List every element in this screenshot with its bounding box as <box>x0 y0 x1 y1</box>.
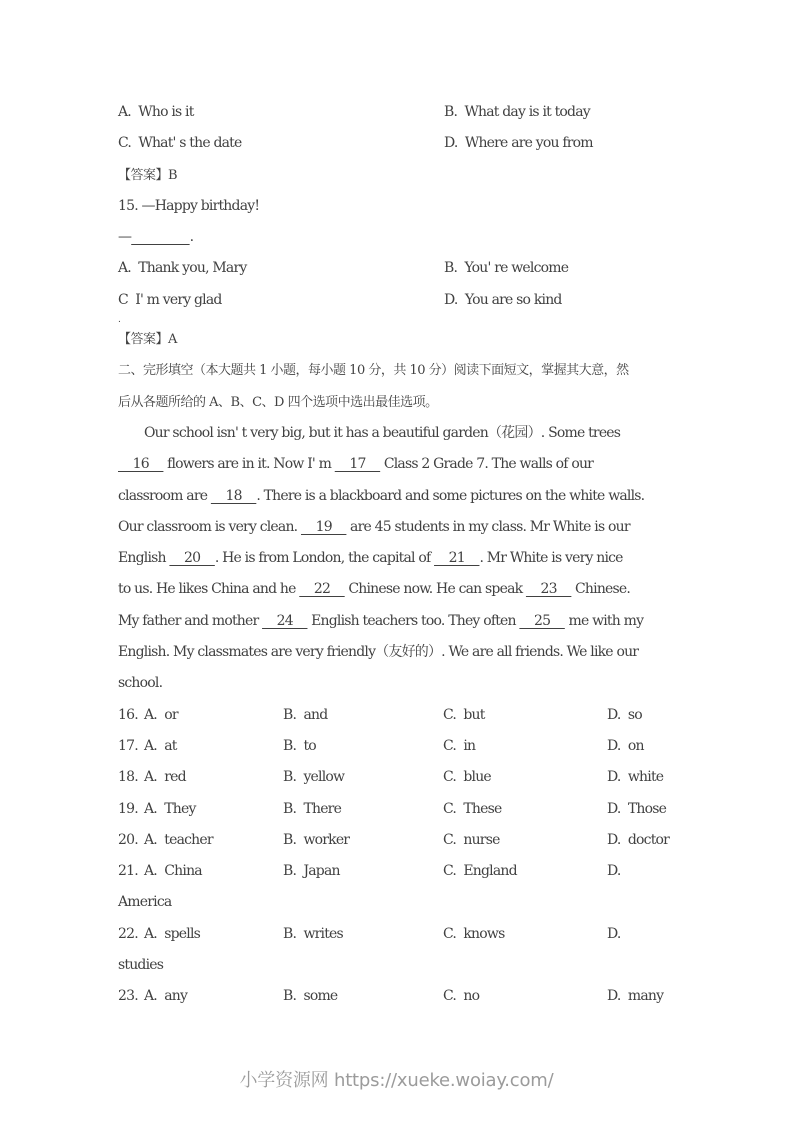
answer-blank <box>131 229 189 245</box>
option-c: C. but <box>443 706 485 723</box>
q15-option-a: A. Thank you, Mary <box>118 260 247 277</box>
cloze-option-row-21-overflow: America <box>118 894 172 911</box>
option-c: C. nurse <box>443 831 500 848</box>
cloze-blank: 22 <box>299 581 345 598</box>
q15-options-row-1 <box>118 253 793 284</box>
question-number: 16. <box>118 706 138 723</box>
passage-line: English. My classmates are very friendly（友好的）. We are all friends. We like our <box>118 644 639 661</box>
option-b: B. yellow <box>283 769 345 786</box>
cloze-blank: 16 <box>118 456 164 473</box>
option-b: B. Japan <box>283 863 340 880</box>
option-c: C. knows <box>443 925 505 942</box>
cloze-option-row-19 <box>118 794 793 825</box>
cloze-option-row-17 <box>118 731 793 762</box>
question-number: 22. <box>118 925 138 942</box>
cloze-blank: 17 <box>334 456 381 473</box>
option-b: B. There <box>283 800 342 817</box>
option-c: C. These <box>443 800 502 817</box>
question-number: 18. <box>118 769 138 786</box>
cloze-option-row-21 <box>118 856 793 887</box>
q15-response-blank: — . <box>118 229 194 246</box>
q14-option-a: A. Who is it <box>118 104 194 120</box>
passage-line: classroom are 18 . There is a blackboard and some pictures on the white walls. <box>118 487 645 504</box>
option-a: A. They <box>144 800 196 817</box>
cloze-option-row-23 <box>118 981 793 1012</box>
cloze-section-header-line-1: 二、完形填空（本大题共 1 小题，每小题 10 分，共 10 分）阅读下面短文，掌握其大意，然 <box>118 363 629 379</box>
question-number: 23. <box>118 988 138 1005</box>
question-number: 21. <box>118 863 138 880</box>
option-a: A. or <box>144 706 178 723</box>
option-d: D. so <box>607 706 642 723</box>
question-number: 19. <box>118 800 138 817</box>
cloze-blank: 18 <box>210 487 257 504</box>
passage-line: Our school isn' t very big, but it has a beautiful garden（花园）. Some trees <box>144 424 621 441</box>
option-d: D. many <box>607 988 664 1005</box>
option-b: B. worker <box>283 831 350 848</box>
option-b: B. and <box>283 706 328 723</box>
q14-answer-line: 【答案】B <box>118 167 178 183</box>
option-b: B. writes <box>283 925 343 942</box>
option-c: C. no <box>443 988 480 1005</box>
option-d: D. <box>607 863 621 880</box>
passage-line: English 20 . He is from London, the capital of 21 . Mr White is very nice <box>118 550 623 567</box>
q14-option-c: C. What' s the date <box>118 135 242 152</box>
cloze-option-row-18 <box>118 762 793 793</box>
question-number: 17. <box>118 737 138 754</box>
q15-options-row-2 <box>118 285 793 316</box>
option-a: A. spells <box>144 925 201 942</box>
q15-stem: 15. —Happy birthday! <box>118 197 260 214</box>
option-c: C. England <box>443 863 517 880</box>
passage-line: school. <box>118 675 163 692</box>
stray-period-mark: . <box>118 315 121 326</box>
option-c: C. blue <box>443 769 491 786</box>
q15-answer-line: 【答案】A <box>118 332 177 348</box>
cloze-blank: 24 <box>262 612 308 629</box>
option-a: A. any <box>144 988 188 1005</box>
option-a: A. at <box>144 737 177 754</box>
passage-line: 16 flowers are in it. Now I' m 17 Class 2 Grade 7. The walls of our <box>118 456 594 473</box>
document-body <box>0 97 793 1013</box>
cloze-option-row-16 <box>118 700 793 731</box>
passage-line: My father and mother 24 English teachers too. They often 25 me with my <box>118 612 644 629</box>
option-b: B. to <box>283 737 316 754</box>
option-a: A. red <box>144 769 186 786</box>
option-d: D. <box>607 925 621 942</box>
cloze-section-header-line-2: 后从各题所给的 A、B、C、D 四个选项中选出最佳选项。 <box>118 394 438 410</box>
cloze-blank: 20 <box>169 550 215 567</box>
option-d: D. on <box>607 737 644 754</box>
option-b: B. some <box>283 988 338 1005</box>
cloze-option-row-20 <box>118 825 793 856</box>
cloze-blank: 23 <box>525 581 572 598</box>
passage-line: Our classroom is very clean. 19 are 45 students in my class. Mr White is our <box>118 518 630 535</box>
q15-option-c: C I' m very glad <box>118 291 222 308</box>
cloze-blank: 25 <box>519 612 565 629</box>
option-a: A. China <box>144 863 202 880</box>
cloze-blank: 21 <box>434 550 480 567</box>
q14-option-b: B. What day is it today <box>444 104 590 120</box>
question-number: 20. <box>118 831 138 848</box>
cloze-option-row-22-overflow: studies <box>118 957 164 974</box>
option-d: D. white <box>607 769 664 786</box>
q14-options-row-1 <box>118 97 793 128</box>
q14-option-d: D. Where are you from <box>444 135 593 152</box>
q15-option-b: B. You' re welcome <box>444 260 569 277</box>
option-a: A. teacher <box>144 831 213 848</box>
footer-credit: 小学资源网 https://xueke.woiay.com/ <box>239 1070 554 1091</box>
option-d: D. doctor <box>607 831 670 848</box>
q14-options-row-2 <box>118 128 793 159</box>
option-d: D. Those <box>607 800 667 817</box>
q15-option-d: D. You are so kind <box>444 291 562 308</box>
cloze-blank: 19 <box>300 518 347 535</box>
option-c: C. in <box>443 737 476 754</box>
passage-line: to us. He likes China and he 22 Chinese now. He can speak 23 Chinese. <box>118 581 631 598</box>
cloze-option-row-22 <box>118 919 793 950</box>
